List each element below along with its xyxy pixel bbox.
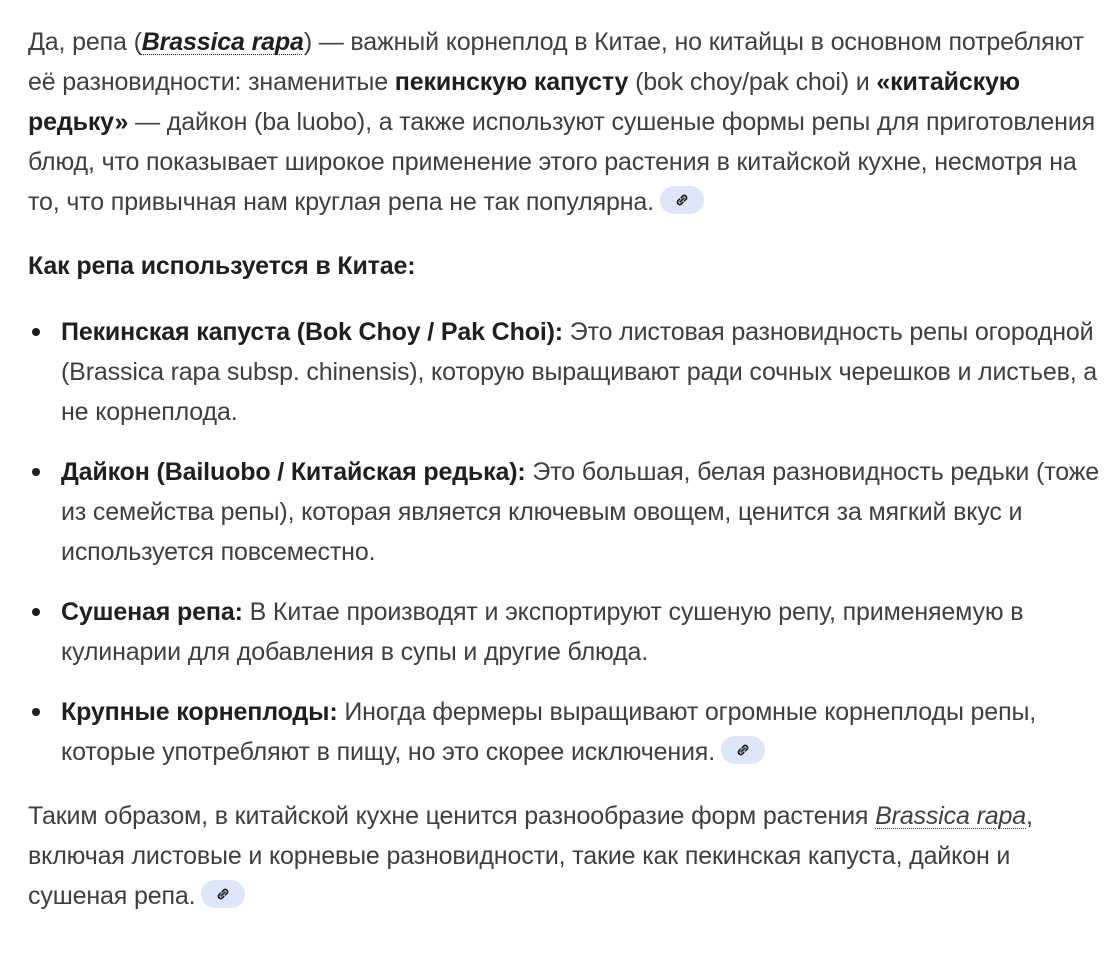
list-item	[28, 452, 1104, 572]
link-icon	[216, 887, 230, 901]
scientific-name-link[interactable]: Brassica rapa	[875, 802, 1027, 830]
link-icon	[675, 193, 689, 207]
list-item	[28, 312, 1104, 432]
bullet-dot	[32, 468, 40, 476]
list-item-term: Сушеная репа:	[61, 598, 243, 626]
list-item-text: В Китае производят и экспортируют сушеную репу, применяемую в кулинарии для добавления в супы и другие блюда.	[61, 598, 1024, 666]
list-item-text: Это большая, белая разновидность редьки (тоже из семейства репы), которая является ключевым овощем, ценится за мягкий вкус и используется повсеместно.	[61, 458, 1100, 566]
conclusion-paragraph	[28, 796, 1104, 916]
list-item	[28, 692, 1104, 772]
source-link-chip[interactable]	[201, 880, 245, 908]
list-item-text: Иногда фермеры выращивают огромные корнеплоды репы, которые употребляют в пищу, но это скорее исключения.	[61, 698, 1037, 766]
bullet-dot	[32, 328, 40, 336]
section-heading: Как репа используется в Китае:	[28, 252, 416, 280]
source-link-chip[interactable]	[721, 736, 765, 764]
source-link-chip[interactable]	[660, 186, 704, 214]
intro-paragraph	[28, 22, 1104, 222]
conclusion-text-1: Таким образом, в китайской кухне ценится разнообразие форм растения	[28, 802, 876, 830]
intro-text-2: ) — важный корнеплод в Китае, но китайцы в основном потребляют её разновидности: знаменитые	[28, 28, 1084, 96]
intro-text-3: (bok choy/pak choi) и	[628, 68, 877, 96]
bullet-dot	[32, 708, 40, 716]
intro-text-1: Да, репа (	[28, 28, 142, 56]
list-item-term: Крупные корнеплоды:	[61, 698, 338, 726]
bullet-dot	[32, 608, 40, 616]
link-icon	[736, 743, 750, 757]
scientific-name-link[interactable]: Brassica rapa	[141, 28, 304, 56]
list-item	[28, 592, 1104, 672]
usage-list	[28, 312, 1104, 772]
list-item-term: Дайкон (Bailuobo / Китайская редька):	[61, 458, 526, 486]
answer-content	[28, 22, 1104, 916]
list-item-text: Это листовая разновидность репы огородной (Brassica rapa subsp. chinensis), которую выращивают ради сочных черешков и листьев, а не корнеплода.	[61, 318, 1098, 426]
bold-chinese-radish: «китайскую редьку»	[28, 68, 1020, 136]
intro-text-4: — дайкон (ba luobo), а также используют сушеные формы репы для приготовления блюд, что показывает широкое применение этого растения в китайской кухне, несмотря на то, что привычная нам круглая репа не так популярна.	[28, 108, 1096, 216]
bold-bok-choy: пекинскую капусту	[394, 68, 629, 96]
list-item-term: Пекинская капуста (Bok Choy / Pak Choi):	[61, 318, 563, 346]
conclusion-text-2: , включая листовые и корневые разновидности, такие как пекинская капуста, дайкон и сушеная репа.	[28, 802, 1033, 910]
